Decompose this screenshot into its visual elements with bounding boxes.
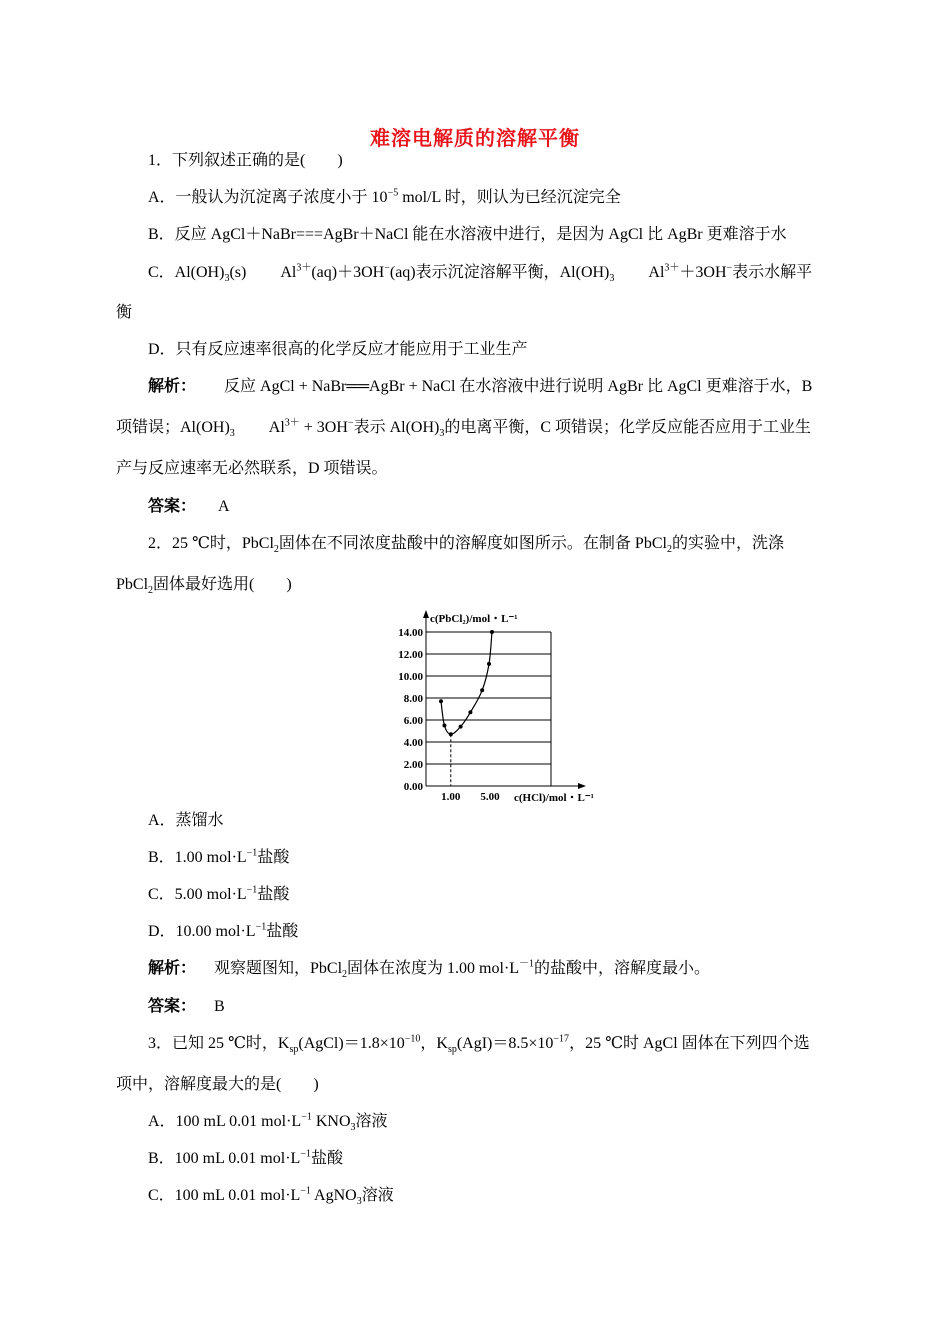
y-tick-label: 12.00 (398, 649, 423, 661)
data-point (468, 710, 472, 714)
y-tick-label: 4.00 (403, 737, 423, 749)
x-axis-label: c(HCl)/mol・L⁻¹ (514, 792, 594, 804)
q1-option-c-cont: 衡 (116, 304, 133, 321)
y-axis-label: c(PbCl₂)/mol・L⁻¹ (430, 613, 518, 625)
data-point (439, 699, 443, 703)
y-tick-label: 10.00 (398, 671, 423, 683)
q3-option-c: C．100 mL 0.01 $mol\cdot L^{-1}$ AgNO$_3$溶液 (148, 1185, 394, 1208)
q1-analysis-line1: 解析： 反应 AgCl + NaBr══AgBr + NaCl 在水溶液中进行说明 AgBr 比 AgCl 更难溶于水，B (148, 378, 813, 395)
q2-stem: 2．25 ℃时，PbCl$_2$固体在不同浓度盐酸中的溶解度如图所示。在制备 PbCl$_2$的实验中，洗涤 (148, 535, 784, 556)
data-point (459, 725, 463, 729)
x-tick-label: 5.00 (480, 791, 500, 803)
page-title: 难溶电解质的溶解平衡 (370, 128, 580, 150)
q2-option-a: A．蒸馏水 (148, 812, 224, 829)
q3-stem: 3．已知 25 ℃时，$K_{sp}(AgCl)=1.8\times 10^{-10}$，$K_{sp}(AgI)=8.5\times 10^{-17}$，25 ℃时 AgCl 固体在下列四个选 (148, 1033, 810, 1056)
q2-analysis: 解析： 观察题图知，PbCl$_2$固体在浓度为 1.00 $mol\cdot L^{-1}$的盐酸中，溶解度最小。 (148, 958, 711, 981)
q1-option-b: B．反应 AgCl＋NaBr===AgBr＋NaCl 能在水溶液中进行，是因为 AgCl 比 AgBr 更难溶于水 (148, 226, 787, 243)
q2-option-b: B．1.00 $mol\cdot L^{-1}$盐酸 (148, 847, 290, 866)
y-tick-label: 6.00 (403, 715, 423, 727)
chart-axes (423, 610, 586, 789)
q1-option-d: D．只有反应速率很高的化学反应才能应用于工业生产 (148, 341, 528, 358)
q1-option-c: C．$Al(OH)_3(s)$ $Al^{3+}(aq)+3OH^-(aq)$表示沉淀溶解平衡，$Al(OH)_3$ $Al^{3+}+3OH^-$表示水解平 (148, 262, 813, 285)
chart-grid (426, 632, 551, 786)
q1-stem: 1．下列叙述正确的是( ) (148, 152, 343, 169)
x-axis-arrow (578, 783, 586, 789)
q1-analysis-line2: 项错误；$Al(OH)_3$ $Al^{3+} + 3OH^-$表示 $Al(OH)_3$的电离平衡，C 项错误；化学反应能否应用于工业生 (116, 417, 812, 440)
q3-stem-cont: 项中，溶解度最大的是( ) (116, 1076, 319, 1093)
x-tick-label: 1.00 (441, 791, 461, 803)
data-point (480, 688, 484, 692)
data-point (487, 662, 491, 666)
q3-option-a: A．100 mL 0.01 $mol\cdot L^{-1}$ $KNO_3$溶液 (148, 1111, 388, 1134)
q2-option-d: D．10.00 $mol\cdot L^{-1}$盐酸 (148, 921, 299, 940)
q1-answer: 答案： A (148, 498, 230, 515)
y-tick-label: 14.00 (398, 627, 423, 639)
solubility-curve (441, 632, 492, 734)
q2-option-c: C．5.00 $mol\cdot L^{-1}$盐酸 (148, 884, 290, 903)
chart-curve (441, 632, 492, 734)
y-tick-label: 2.00 (403, 759, 423, 771)
y-tick-label: 0.00 (403, 781, 423, 793)
q2-stem-cont: PbCl$_2$固体最好选用( ) (116, 576, 292, 597)
q2-answer: 答案： B (148, 998, 225, 1015)
data-point (490, 630, 494, 634)
data-point (442, 724, 446, 728)
y-tick-label: 8.00 (403, 693, 423, 705)
chart-ticks (398, 627, 500, 803)
data-point (449, 732, 453, 736)
q1-analysis-line3: 产与反应速率无必然联系，D 项错误。 (116, 460, 388, 477)
q3-option-b: B．100 mL 0.01 $mol\cdot L^{-1}$盐酸 (148, 1148, 343, 1167)
q1-option-a: A．一般认为沉淀离子浓度小于 $10^{-5}$ mol/L 时，则认为已经沉淀完全 (148, 187, 621, 206)
solubility-chart (380, 606, 610, 806)
y-axis-arrow (423, 610, 429, 618)
